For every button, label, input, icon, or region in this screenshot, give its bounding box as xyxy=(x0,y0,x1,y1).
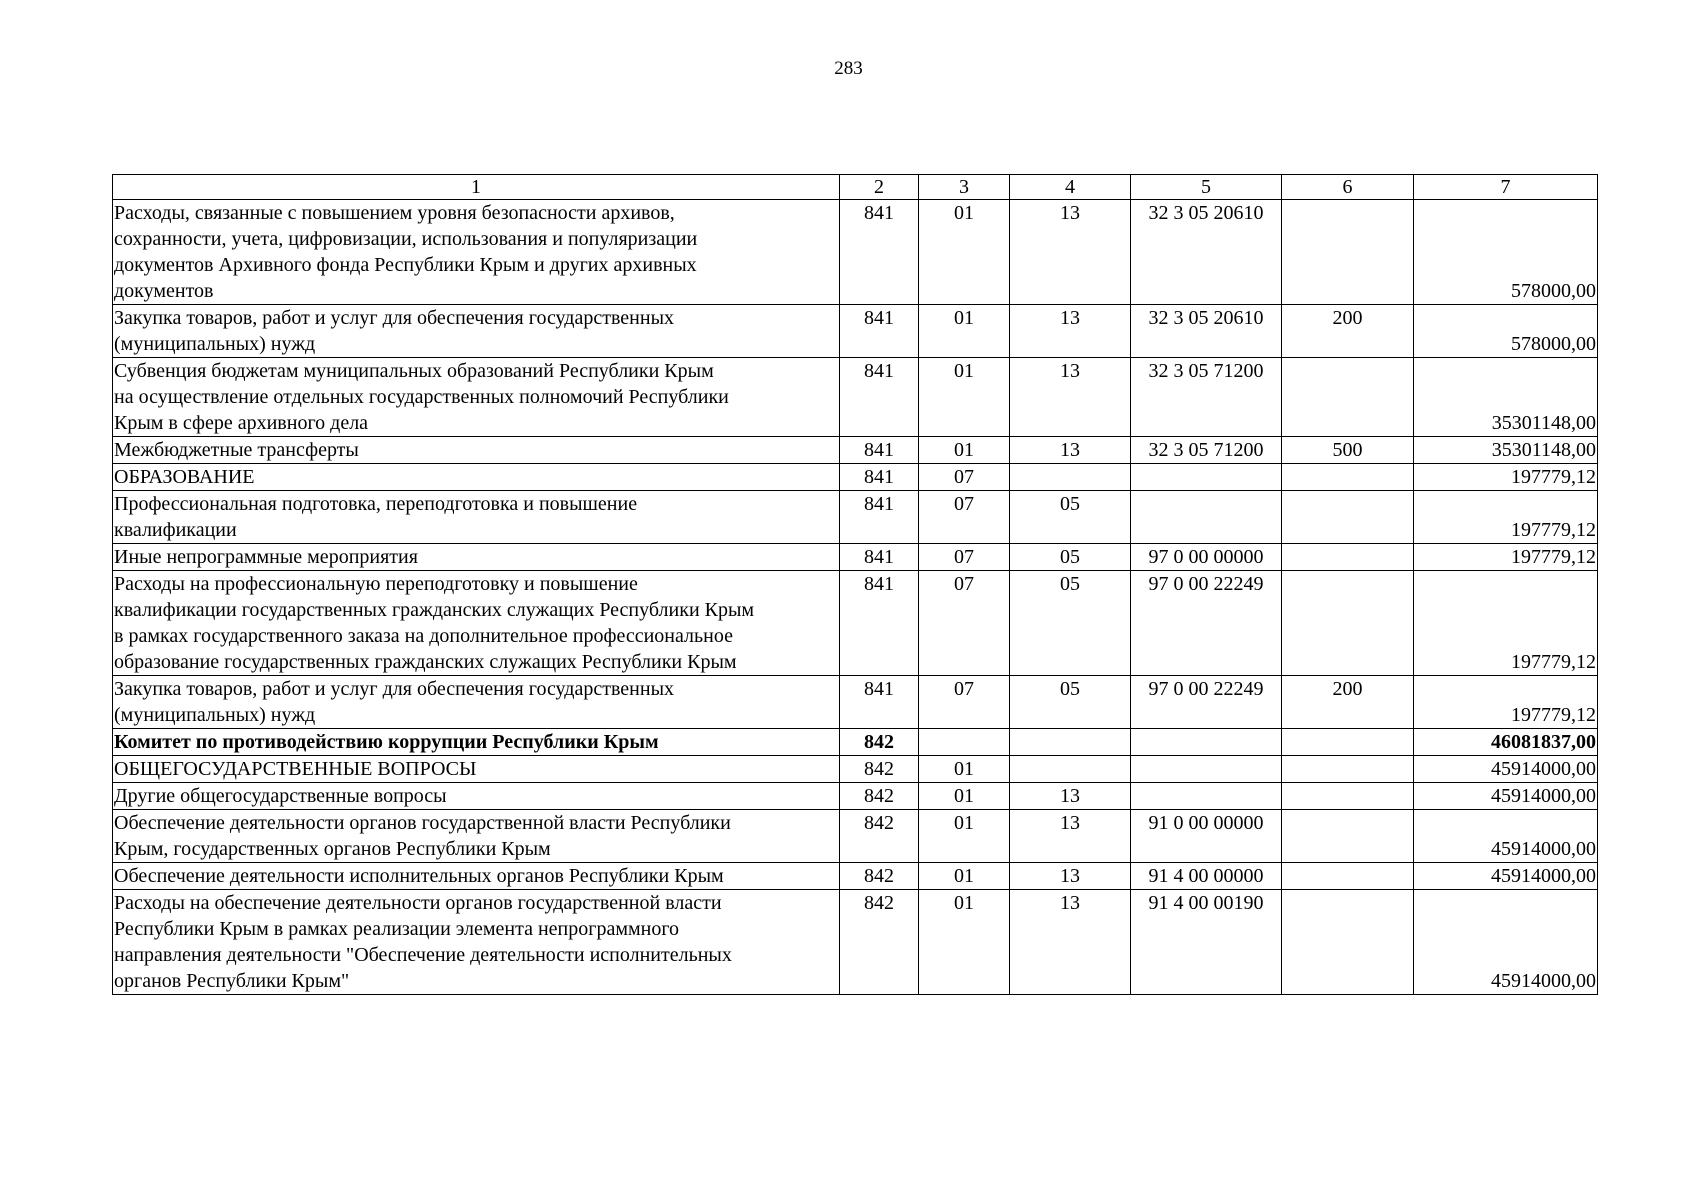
row-col5-cell: 32 3 05 71200 xyxy=(1131,358,1282,437)
table-row xyxy=(113,491,1598,544)
row-col2-cell: 841 xyxy=(840,437,919,464)
row-col4-cell: 13 xyxy=(1010,305,1131,358)
row-name-cell: Субвенция бюджетам муниципальных образований Республики Крым на осуществление отдельных государственных полномочий Республики Крым в сфере архивного дела xyxy=(113,358,840,437)
row-col6-cell xyxy=(1282,571,1414,676)
row-col6-cell xyxy=(1282,756,1414,783)
row-col2-cell: 841 xyxy=(840,491,919,544)
table-row xyxy=(113,729,1598,756)
row-name-cell: Обеспечение деятельности исполнительных органов Республики Крым xyxy=(113,863,840,890)
column-header-7: 7 xyxy=(1414,175,1598,200)
row-col4-cell: 13 xyxy=(1010,437,1131,464)
row-col3-cell: 01 xyxy=(919,783,1010,810)
table-row xyxy=(113,200,1598,305)
row-col6-cell xyxy=(1282,544,1414,571)
table-row xyxy=(113,783,1598,810)
row-col4-cell: 05 xyxy=(1010,676,1131,729)
row-amount-cell: 197779,12 xyxy=(1414,676,1598,729)
row-col4-cell: 05 xyxy=(1010,544,1131,571)
row-col6-cell: 500 xyxy=(1282,437,1414,464)
table-row xyxy=(113,464,1598,491)
row-col5-cell xyxy=(1131,491,1282,544)
row-name-cell: Другие общегосударственные вопросы xyxy=(113,783,840,810)
row-col4-cell xyxy=(1010,729,1131,756)
row-name-cell: Закупка товаров, работ и услуг для обеспечения государственных (муниципальных) нужд xyxy=(113,676,840,729)
row-name-cell: Расходы, связанные с повышением уровня безопасности архивов, сохранности, учета, цифровизации, использования и популяризации документов Архивного фонда Республики Крым и других архивных документов xyxy=(113,200,840,305)
row-col4-cell: 13 xyxy=(1010,863,1131,890)
row-col2-cell: 841 xyxy=(840,358,919,437)
row-col3-cell: 01 xyxy=(919,437,1010,464)
row-col6-cell xyxy=(1282,810,1414,863)
row-col3-cell: 07 xyxy=(919,544,1010,571)
row-col4-cell xyxy=(1010,756,1131,783)
row-col4-cell: 05 xyxy=(1010,491,1131,544)
page-number: 283 xyxy=(834,58,863,79)
row-col5-cell xyxy=(1131,729,1282,756)
table-row xyxy=(113,437,1598,464)
row-amount-cell: 197779,12 xyxy=(1414,491,1598,544)
table-row xyxy=(113,305,1598,358)
row-col2-cell: 841 xyxy=(840,464,919,491)
row-amount-cell: 35301148,00 xyxy=(1414,437,1598,464)
row-col6-cell: 200 xyxy=(1282,305,1414,358)
row-col5-cell: 91 4 00 00190 xyxy=(1131,890,1282,995)
row-amount-cell: 578000,00 xyxy=(1414,305,1598,358)
table-row xyxy=(113,863,1598,890)
row-col6-cell xyxy=(1282,863,1414,890)
row-col5-cell xyxy=(1131,783,1282,810)
column-header-4: 4 xyxy=(1010,175,1131,200)
budget-table xyxy=(112,174,1598,995)
row-col6-cell xyxy=(1282,783,1414,810)
row-col4-cell: 13 xyxy=(1010,810,1131,863)
row-amount-cell: 578000,00 xyxy=(1414,200,1598,305)
row-col4-cell: 13 xyxy=(1010,358,1131,437)
row-name-cell: Обеспечение деятельности органов государственной власти Республики Крым, государственных органов Республики Крым xyxy=(113,810,840,863)
row-col5-cell: 91 0 00 00000 xyxy=(1131,810,1282,863)
column-header-5: 5 xyxy=(1131,175,1282,200)
table-row xyxy=(113,890,1598,995)
table-row xyxy=(113,358,1598,437)
column-header-3: 3 xyxy=(919,175,1010,200)
row-col6-cell xyxy=(1282,890,1414,995)
row-name-cell: Закупка товаров, работ и услуг для обеспечения государственных (муниципальных) нужд xyxy=(113,305,840,358)
row-col2-cell: 842 xyxy=(840,810,919,863)
row-col3-cell: 01 xyxy=(919,200,1010,305)
row-name-cell: Комитет по противодействию коррупции Республики Крым xyxy=(113,729,840,756)
row-col6-cell xyxy=(1282,358,1414,437)
row-col4-cell xyxy=(1010,464,1131,491)
row-col6-cell xyxy=(1282,729,1414,756)
row-col4-cell: 13 xyxy=(1010,783,1131,810)
row-col4-cell: 05 xyxy=(1010,571,1131,676)
row-col3-cell: 07 xyxy=(919,491,1010,544)
row-col3-cell: 07 xyxy=(919,464,1010,491)
row-amount-cell: 45914000,00 xyxy=(1414,756,1598,783)
row-col5-cell: 97 0 00 22249 xyxy=(1131,676,1282,729)
row-col5-cell: 97 0 00 00000 xyxy=(1131,544,1282,571)
table-row xyxy=(113,810,1598,863)
row-col2-cell: 841 xyxy=(840,571,919,676)
row-amount-cell: 197779,12 xyxy=(1414,571,1598,676)
row-col3-cell: 01 xyxy=(919,810,1010,863)
row-amount-cell: 35301148,00 xyxy=(1414,358,1598,437)
row-col5-cell: 97 0 00 22249 xyxy=(1131,571,1282,676)
row-col2-cell: 842 xyxy=(840,756,919,783)
column-header-2: 2 xyxy=(840,175,919,200)
row-name-cell: Расходы на профессиональную переподготовку и повышение квалификации государственных гражданских служащих Республики Крым в рамках государственного заказа на дополнительное профессиональное образование государственных гражданских служащих Республики Крым xyxy=(113,571,840,676)
row-col6-cell xyxy=(1282,491,1414,544)
row-name-cell: Иные непрограммные мероприятия xyxy=(113,544,840,571)
column-header-6: 6 xyxy=(1282,175,1414,200)
row-col6-cell xyxy=(1282,464,1414,491)
table-row xyxy=(113,756,1598,783)
row-col5-cell: 32 3 05 20610 xyxy=(1131,305,1282,358)
row-amount-cell: 197779,12 xyxy=(1414,544,1598,571)
row-col3-cell: 01 xyxy=(919,305,1010,358)
row-name-cell: Межбюджетные трансферты xyxy=(113,437,840,464)
row-col2-cell: 842 xyxy=(840,729,919,756)
row-name-cell: ОБЩЕГОСУДАРСТВЕННЫЕ ВОПРОСЫ xyxy=(113,756,840,783)
row-col3-cell: 07 xyxy=(919,571,1010,676)
row-col3-cell: 01 xyxy=(919,358,1010,437)
row-name-cell: Расходы на обеспечение деятельности органов государственной власти Республики Крым в рамках реализации элемента непрограммного направления деятельности "Обеспечение деятельности исполнительных органов Республики Крым" xyxy=(113,890,840,995)
table-row xyxy=(113,544,1598,571)
row-col3-cell: 01 xyxy=(919,756,1010,783)
row-col2-cell: 842 xyxy=(840,890,919,995)
row-col2-cell: 842 xyxy=(840,863,919,890)
row-col6-cell: 200 xyxy=(1282,676,1414,729)
table-row xyxy=(113,571,1598,676)
row-col4-cell: 13 xyxy=(1010,890,1131,995)
row-col2-cell: 842 xyxy=(840,783,919,810)
row-col5-cell: 91 4 00 00000 xyxy=(1131,863,1282,890)
row-amount-cell: 46081837,00 xyxy=(1414,729,1598,756)
row-col2-cell: 841 xyxy=(840,200,919,305)
row-col2-cell: 841 xyxy=(840,544,919,571)
row-col2-cell: 841 xyxy=(840,676,919,729)
table-header-row xyxy=(113,175,1598,200)
row-name-cell: ОБРАЗОВАНИЕ xyxy=(113,464,840,491)
row-col5-cell: 32 3 05 20610 xyxy=(1131,200,1282,305)
row-col3-cell: 01 xyxy=(919,863,1010,890)
row-name-cell: Профессиональная подготовка, переподготовка и повышение квалификации xyxy=(113,491,840,544)
row-amount-cell: 45914000,00 xyxy=(1414,890,1598,995)
row-amount-cell: 45914000,00 xyxy=(1414,810,1598,863)
row-col6-cell xyxy=(1282,200,1414,305)
row-col3-cell: 07 xyxy=(919,676,1010,729)
row-col3-cell xyxy=(919,729,1010,756)
table-row xyxy=(113,676,1598,729)
row-col5-cell xyxy=(1131,756,1282,783)
row-col3-cell: 01 xyxy=(919,890,1010,995)
row-col2-cell: 841 xyxy=(840,305,919,358)
row-col5-cell xyxy=(1131,464,1282,491)
row-amount-cell: 197779,12 xyxy=(1414,464,1598,491)
column-header-1: 1 xyxy=(113,175,840,200)
row-amount-cell: 45914000,00 xyxy=(1414,863,1598,890)
row-col4-cell: 13 xyxy=(1010,200,1131,305)
row-col5-cell: 32 3 05 71200 xyxy=(1131,437,1282,464)
row-amount-cell: 45914000,00 xyxy=(1414,783,1598,810)
